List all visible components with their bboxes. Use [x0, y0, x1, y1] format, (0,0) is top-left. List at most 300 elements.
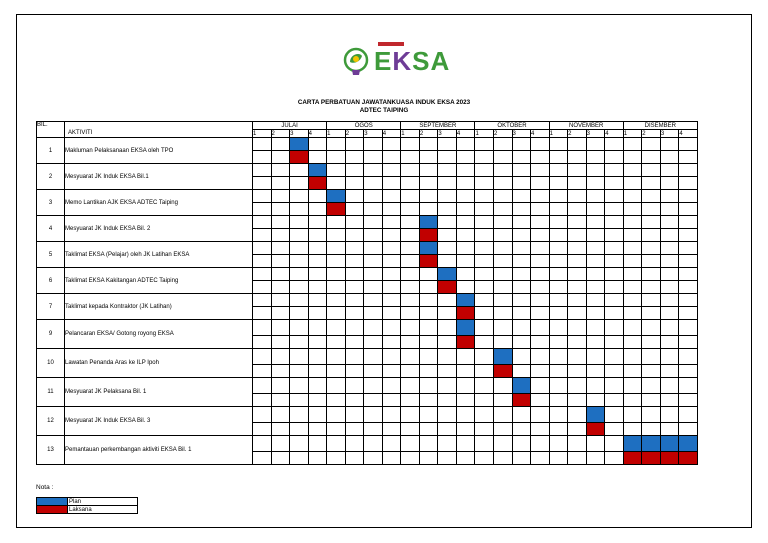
week-cell: [475, 203, 494, 216]
week-cell: [327, 423, 346, 436]
week-cell: [290, 394, 309, 407]
plan-cell: [456, 320, 475, 336]
activity-row: [37, 164, 698, 177]
week-cell: [419, 349, 438, 365]
gantt-table: [36, 121, 698, 465]
week-cell: [623, 320, 642, 336]
week-cell: [271, 138, 290, 151]
week-cell: [475, 255, 494, 268]
week-cell: [493, 177, 512, 190]
week-cell: [512, 203, 531, 216]
week-cell: [475, 216, 494, 229]
week-cell: [253, 203, 272, 216]
week-cell: [438, 203, 457, 216]
week-cell: [382, 203, 401, 216]
week-cell: [382, 242, 401, 255]
week-cell: [419, 138, 438, 151]
week-cell: [531, 394, 550, 407]
week-cell: [642, 294, 661, 307]
week-cell: [308, 336, 327, 349]
week-cell: [456, 216, 475, 229]
week-cell: [568, 365, 587, 378]
activity-number: 12: [37, 407, 65, 436]
month-header: SEPTEMBER: [401, 122, 475, 130]
week-cell: [549, 203, 568, 216]
week-cell: [271, 378, 290, 394]
week-cell: [438, 378, 457, 394]
week-cell: [493, 394, 512, 407]
week-header: 3: [438, 130, 457, 138]
week-cell: [623, 229, 642, 242]
laksana-cell: [660, 452, 679, 465]
week-cell: [438, 336, 457, 349]
week-cell: [568, 151, 587, 164]
week-cell: [401, 320, 420, 336]
activity-number: 4: [37, 216, 65, 242]
week-cell: [401, 378, 420, 394]
week-cell: [327, 268, 346, 281]
week-cell: [364, 407, 383, 423]
week-cell: [623, 336, 642, 349]
activity-row: [37, 349, 698, 365]
week-cell: [290, 164, 309, 177]
week-cell: [679, 281, 698, 294]
week-cell: [456, 394, 475, 407]
week-cell: [531, 242, 550, 255]
week-cell: [364, 268, 383, 281]
activity-name: Mesyuarat JK Pelaksana Bil. 1: [65, 378, 253, 407]
week-cell: [308, 407, 327, 423]
week-cell: [438, 394, 457, 407]
week-cell: [512, 242, 531, 255]
week-cell: [475, 190, 494, 203]
week-cell: [253, 229, 272, 242]
week-cell: [605, 268, 624, 281]
week-cell: [493, 436, 512, 452]
week-cell: [660, 294, 679, 307]
week-cell: [549, 164, 568, 177]
week-cell: [493, 452, 512, 465]
week-cell: [623, 394, 642, 407]
week-cell: [586, 294, 605, 307]
week-cell: [623, 138, 642, 151]
week-cell: [512, 229, 531, 242]
week-cell: [290, 436, 309, 452]
week-cell: [642, 255, 661, 268]
week-cell: [253, 164, 272, 177]
week-cell: [531, 164, 550, 177]
week-cell: [438, 138, 457, 151]
week-header: 1: [549, 130, 568, 138]
week-cell: [456, 365, 475, 378]
week-cell: [568, 349, 587, 365]
activity-number: 11: [37, 378, 65, 407]
activity-row: [37, 294, 698, 307]
week-cell: [493, 336, 512, 349]
week-header: 3: [586, 130, 605, 138]
week-cell: [401, 177, 420, 190]
legend-laksana-swatch: [37, 506, 68, 514]
week-cell: [419, 394, 438, 407]
week-cell: [568, 452, 587, 465]
week-cell: [253, 151, 272, 164]
activity-row: [37, 216, 698, 229]
week-cell: [308, 394, 327, 407]
week-cell: [623, 203, 642, 216]
week-cell: [327, 307, 346, 320]
week-cell: [364, 436, 383, 452]
week-cell: [382, 423, 401, 436]
plan-cell: [327, 190, 346, 203]
week-cell: [679, 394, 698, 407]
week-cell: [642, 268, 661, 281]
week-cell: [623, 164, 642, 177]
week-cell: [531, 436, 550, 452]
week-cell: [308, 203, 327, 216]
legend-laksana-label: Laksana: [68, 506, 138, 514]
week-cell: [531, 294, 550, 307]
week-cell: [531, 349, 550, 365]
week-cell: [549, 138, 568, 151]
week-cell: [586, 151, 605, 164]
week-cell: [568, 268, 587, 281]
laksana-cell: [438, 281, 457, 294]
week-cell: [345, 394, 364, 407]
week-cell: [401, 138, 420, 151]
week-cell: [345, 452, 364, 465]
week-cell: [456, 177, 475, 190]
week-cell: [512, 365, 531, 378]
week-header: 4: [531, 130, 550, 138]
laksana-cell: [586, 423, 605, 436]
week-cell: [438, 349, 457, 365]
week-cell: [308, 216, 327, 229]
week-cell: [493, 423, 512, 436]
week-cell: [327, 177, 346, 190]
week-header: 2: [568, 130, 587, 138]
week-cell: [493, 407, 512, 423]
week-cell: [586, 242, 605, 255]
week-cell: [364, 307, 383, 320]
week-cell: [531, 216, 550, 229]
bil-header: BIL.: [37, 122, 65, 138]
week-cell: [568, 394, 587, 407]
legend-plan-row: [37, 498, 138, 506]
week-cell: [438, 294, 457, 307]
week-cell: [271, 203, 290, 216]
week-cell: [512, 452, 531, 465]
week-cell: [382, 307, 401, 320]
week-header: 1: [327, 130, 346, 138]
activity-row: [37, 190, 698, 203]
week-cell: [568, 242, 587, 255]
week-cell: [290, 320, 309, 336]
week-cell: [642, 320, 661, 336]
week-cell: [327, 349, 346, 365]
week-cell: [493, 203, 512, 216]
week-cell: [382, 255, 401, 268]
week-cell: [531, 320, 550, 336]
week-cell: [679, 365, 698, 378]
week-cell: [401, 164, 420, 177]
week-cell: [290, 229, 309, 242]
week-cell: [623, 255, 642, 268]
week-cell: [308, 138, 327, 151]
activity-name: Mesyuarat JK Induk EKSA Bil. 3: [65, 407, 253, 436]
week-cell: [586, 436, 605, 452]
activity-row: [37, 378, 698, 394]
week-cell: [290, 242, 309, 255]
week-cell: [419, 190, 438, 203]
week-header: 4: [382, 130, 401, 138]
week-cell: [401, 294, 420, 307]
plan-cell: [308, 164, 327, 177]
plan-cell: [679, 436, 698, 452]
week-cell: [401, 281, 420, 294]
week-cell: [401, 365, 420, 378]
week-cell: [327, 436, 346, 452]
week-cell: [382, 452, 401, 465]
week-cell: [364, 365, 383, 378]
week-cell: [493, 281, 512, 294]
week-cell: [438, 320, 457, 336]
week-cell: [531, 255, 550, 268]
week-cell: [271, 452, 290, 465]
week-cell: [345, 229, 364, 242]
week-cell: [605, 151, 624, 164]
week-cell: [586, 203, 605, 216]
week-header: 3: [290, 130, 309, 138]
week-cell: [531, 307, 550, 320]
week-cell: [456, 242, 475, 255]
week-cell: [271, 407, 290, 423]
laksana-cell: [419, 229, 438, 242]
week-cell: [382, 138, 401, 151]
week-cell: [660, 281, 679, 294]
week-cell: [679, 190, 698, 203]
week-cell: [475, 349, 494, 365]
plan-cell: [623, 436, 642, 452]
week-cell: [512, 281, 531, 294]
week-cell: [438, 452, 457, 465]
week-cell: [419, 307, 438, 320]
week-cell: [660, 216, 679, 229]
week-cell: [253, 394, 272, 407]
week-cell: [327, 164, 346, 177]
week-cell: [679, 307, 698, 320]
week-cell: [345, 216, 364, 229]
week-cell: [660, 242, 679, 255]
plan-cell: [419, 242, 438, 255]
week-cell: [253, 138, 272, 151]
week-cell: [549, 177, 568, 190]
week-cell: [345, 294, 364, 307]
week-cell: [605, 394, 624, 407]
week-cell: [660, 177, 679, 190]
week-cell: [419, 151, 438, 164]
week-cell: [438, 151, 457, 164]
week-cell: [271, 349, 290, 365]
week-cell: [290, 203, 309, 216]
week-cell: [660, 164, 679, 177]
week-header: 1: [253, 130, 272, 138]
week-header: 2: [493, 130, 512, 138]
week-cell: [512, 336, 531, 349]
legend-laksana-row: [37, 506, 138, 514]
week-cell: [512, 349, 531, 365]
week-cell: [642, 177, 661, 190]
activity-number: 10: [37, 349, 65, 378]
laksana-cell: [623, 452, 642, 465]
week-cell: [364, 336, 383, 349]
chart-title: [0, 99, 768, 115]
week-cell: [308, 151, 327, 164]
week-cell: [475, 378, 494, 394]
lightbulb-leaf-icon: [340, 46, 372, 78]
week-cell: [271, 294, 290, 307]
week-cell: [401, 407, 420, 423]
week-cell: [419, 294, 438, 307]
week-cell: [345, 255, 364, 268]
week-cell: [253, 423, 272, 436]
month-header-row: [37, 122, 698, 130]
week-cell: [290, 268, 309, 281]
week-cell: [549, 320, 568, 336]
week-cell: [290, 216, 309, 229]
week-cell: [475, 394, 494, 407]
week-cell: [642, 423, 661, 436]
week-cell: [271, 190, 290, 203]
activity-row: [37, 407, 698, 423]
week-cell: [605, 349, 624, 365]
week-cell: [308, 281, 327, 294]
week-cell: [271, 164, 290, 177]
week-cell: [271, 423, 290, 436]
week-cell: [586, 138, 605, 151]
week-cell: [345, 177, 364, 190]
week-cell: [660, 307, 679, 320]
week-cell: [290, 177, 309, 190]
week-header: 2: [419, 130, 438, 138]
week-cell: [605, 255, 624, 268]
week-cell: [586, 268, 605, 281]
week-cell: [253, 190, 272, 203]
week-cell: [531, 423, 550, 436]
week-cell: [679, 151, 698, 164]
month-header: OGOS: [327, 122, 401, 130]
week-cell: [568, 307, 587, 320]
week-cell: [623, 294, 642, 307]
week-cell: [401, 190, 420, 203]
week-cell: [568, 407, 587, 423]
week-cell: [271, 320, 290, 336]
week-cell: [623, 307, 642, 320]
week-cell: [493, 138, 512, 151]
week-cell: [642, 365, 661, 378]
week-cell: [642, 190, 661, 203]
week-cell: [438, 423, 457, 436]
week-cell: [345, 242, 364, 255]
week-cell: [438, 407, 457, 423]
week-cell: [308, 423, 327, 436]
week-cell: [345, 436, 364, 452]
week-cell: [345, 281, 364, 294]
week-cell: [382, 229, 401, 242]
week-cell: [493, 378, 512, 394]
week-cell: [364, 378, 383, 394]
week-cell: [531, 151, 550, 164]
month-header: JULAI: [253, 122, 327, 130]
week-header: 1: [475, 130, 494, 138]
week-cell: [475, 294, 494, 307]
week-cell: [660, 378, 679, 394]
week-cell: [475, 320, 494, 336]
week-cell: [419, 452, 438, 465]
week-cell: [456, 378, 475, 394]
week-cell: [586, 307, 605, 320]
week-cell: [679, 255, 698, 268]
week-cell: [364, 177, 383, 190]
week-cell: [475, 177, 494, 190]
week-cell: [345, 423, 364, 436]
week-cell: [271, 255, 290, 268]
week-cell: [679, 407, 698, 423]
week-cell: [271, 307, 290, 320]
week-cell: [605, 307, 624, 320]
week-cell: [327, 394, 346, 407]
week-cell: [419, 436, 438, 452]
week-header: 1: [623, 130, 642, 138]
laksana-cell: [642, 452, 661, 465]
week-cell: [290, 378, 309, 394]
plan-cell: [456, 294, 475, 307]
week-cell: [290, 452, 309, 465]
week-cell: [531, 378, 550, 394]
legend-plan-label: Plan: [68, 498, 138, 506]
week-cell: [345, 365, 364, 378]
week-cell: [290, 423, 309, 436]
week-header: 2: [271, 130, 290, 138]
week-cell: [419, 320, 438, 336]
week-cell: [660, 268, 679, 281]
week-cell: [290, 190, 309, 203]
week-header: 4: [308, 130, 327, 138]
week-cell: [642, 378, 661, 394]
week-cell: [438, 255, 457, 268]
logo-wordmark: EKSA: [374, 46, 451, 76]
week-cell: [345, 164, 364, 177]
week-cell: [605, 452, 624, 465]
week-cell: [382, 365, 401, 378]
week-cell: [253, 294, 272, 307]
activity-number: 5: [37, 242, 65, 268]
week-cell: [623, 365, 642, 378]
week-cell: [549, 281, 568, 294]
week-cell: [679, 177, 698, 190]
week-header: 2: [345, 130, 364, 138]
week-cell: [253, 365, 272, 378]
week-cell: [660, 423, 679, 436]
week-cell: [679, 268, 698, 281]
week-cell: [493, 268, 512, 281]
week-cell: [364, 138, 383, 151]
week-cell: [345, 190, 364, 203]
week-header: 4: [679, 130, 698, 138]
legend: [36, 497, 138, 514]
activity-number: 9: [37, 320, 65, 349]
week-cell: [382, 268, 401, 281]
plan-cell: [642, 436, 661, 452]
